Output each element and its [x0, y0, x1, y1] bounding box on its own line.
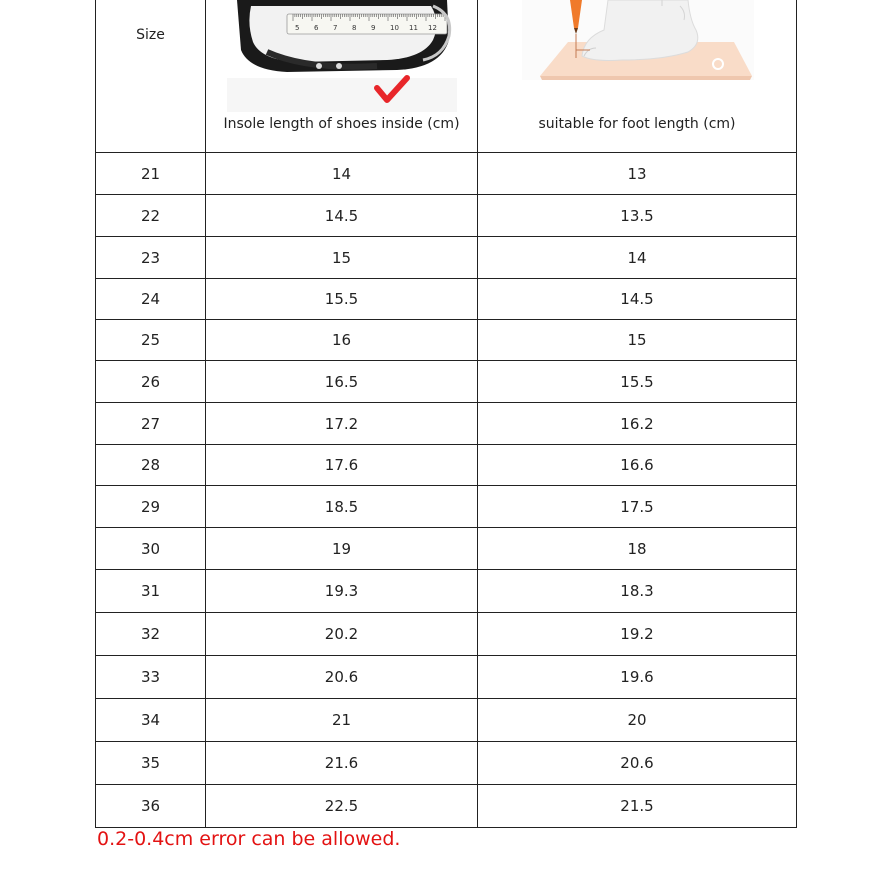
cell-insole: 19.3 — [206, 570, 478, 613]
cell-insole: 14 — [206, 153, 478, 195]
cell-size: 28 — [96, 445, 206, 486]
cell-insole: 15.5 — [206, 279, 478, 320]
cell-foot: 18 — [478, 528, 797, 570]
cell-foot: 13.5 — [478, 195, 797, 237]
cell-foot: 20 — [478, 699, 797, 742]
table-row — [96, 445, 797, 486]
table-row — [96, 528, 797, 570]
cell-insole: 16.5 — [206, 361, 478, 403]
cell-foot: 19.2 — [478, 613, 797, 656]
table-row — [96, 237, 797, 279]
ruler-mark-label: 12 — [427, 24, 437, 32]
ruler-mark-label: 5 — [294, 24, 299, 32]
cell-size: 23 — [96, 237, 206, 279]
shoe-insole-measuring-tape-icon — [206, 0, 477, 112]
ruler-mark-label: 6 — [313, 24, 318, 32]
cell-size: 21 — [96, 153, 206, 195]
cell-size: 36 — [96, 785, 206, 828]
cell-insole: 20.6 — [206, 656, 478, 699]
ruler-mark-label: 11 — [408, 24, 418, 32]
table-row — [96, 570, 797, 613]
table-row — [96, 699, 797, 742]
cell-foot: 19.6 — [478, 656, 797, 699]
table-row — [96, 486, 797, 528]
cell-insole: 21 — [206, 699, 478, 742]
cell-foot: 17.5 — [478, 486, 797, 528]
cell-size: 33 — [96, 656, 206, 699]
cell-insole: 15 — [206, 237, 478, 279]
cell-size: 24 — [96, 279, 206, 320]
table-row — [96, 742, 797, 785]
table-row — [96, 279, 797, 320]
cell-size: 32 — [96, 613, 206, 656]
cell-insole: 14.5 — [206, 195, 478, 237]
ruler-mark-label: 10 — [389, 24, 399, 32]
cell-foot: 14.5 — [478, 279, 797, 320]
header-row — [96, 0, 797, 153]
header-foot-cell — [478, 0, 797, 153]
header-foot-label: suitable for foot length (cm) — [538, 116, 736, 132]
table-row — [96, 403, 797, 445]
header-insole-label: Insole length of shoes inside (cm) — [223, 116, 460, 132]
header-size-label: Size — [136, 27, 165, 43]
cell-size: 29 — [96, 486, 206, 528]
cell-foot: 14 — [478, 237, 797, 279]
cell-foot: 13 — [478, 153, 797, 195]
table-row — [96, 613, 797, 656]
foot-measurement-icon — [478, 0, 796, 82]
cell-insole: 22.5 — [206, 785, 478, 828]
ruler-mark-label: 9 — [370, 24, 375, 32]
cell-foot: 20.6 — [478, 742, 797, 785]
table-row — [96, 320, 797, 361]
table-row — [96, 361, 797, 403]
cell-insole: 17.2 — [206, 403, 478, 445]
header-insole-cell — [206, 0, 478, 153]
cell-insole: 16 — [206, 320, 478, 361]
table-row — [96, 656, 797, 699]
cell-size: 30 — [96, 528, 206, 570]
cell-size: 31 — [96, 570, 206, 613]
header-size-cell — [96, 0, 206, 153]
cell-insole: 17.6 — [206, 445, 478, 486]
cell-size: 22 — [96, 195, 206, 237]
cell-size: 34 — [96, 699, 206, 742]
size-chart-body — [96, 0, 797, 828]
cell-size: 27 — [96, 403, 206, 445]
cell-size: 26 — [96, 361, 206, 403]
cell-size: 35 — [96, 742, 206, 785]
cell-foot: 16.2 — [478, 403, 797, 445]
cell-size: 25 — [96, 320, 206, 361]
ruler-mark-label: 8 — [351, 24, 356, 32]
cell-foot: 16.6 — [478, 445, 797, 486]
cell-foot: 15 — [478, 320, 797, 361]
cell-insole: 18.5 — [206, 486, 478, 528]
tolerance-note: 0.2-0.4cm error can be allowed. — [97, 828, 401, 850]
cell-foot: 18.3 — [478, 570, 797, 613]
cell-insole: 20.2 — [206, 613, 478, 656]
ruler-mark-label: 7 — [332, 24, 337, 32]
table-row — [96, 153, 797, 195]
cell-foot: 21.5 — [478, 785, 797, 828]
size-chart-table — [95, 0, 797, 828]
cell-insole: 19 — [206, 528, 478, 570]
cell-foot: 15.5 — [478, 361, 797, 403]
cell-insole: 21.6 — [206, 742, 478, 785]
table-row — [96, 195, 797, 237]
table-row — [96, 785, 797, 828]
